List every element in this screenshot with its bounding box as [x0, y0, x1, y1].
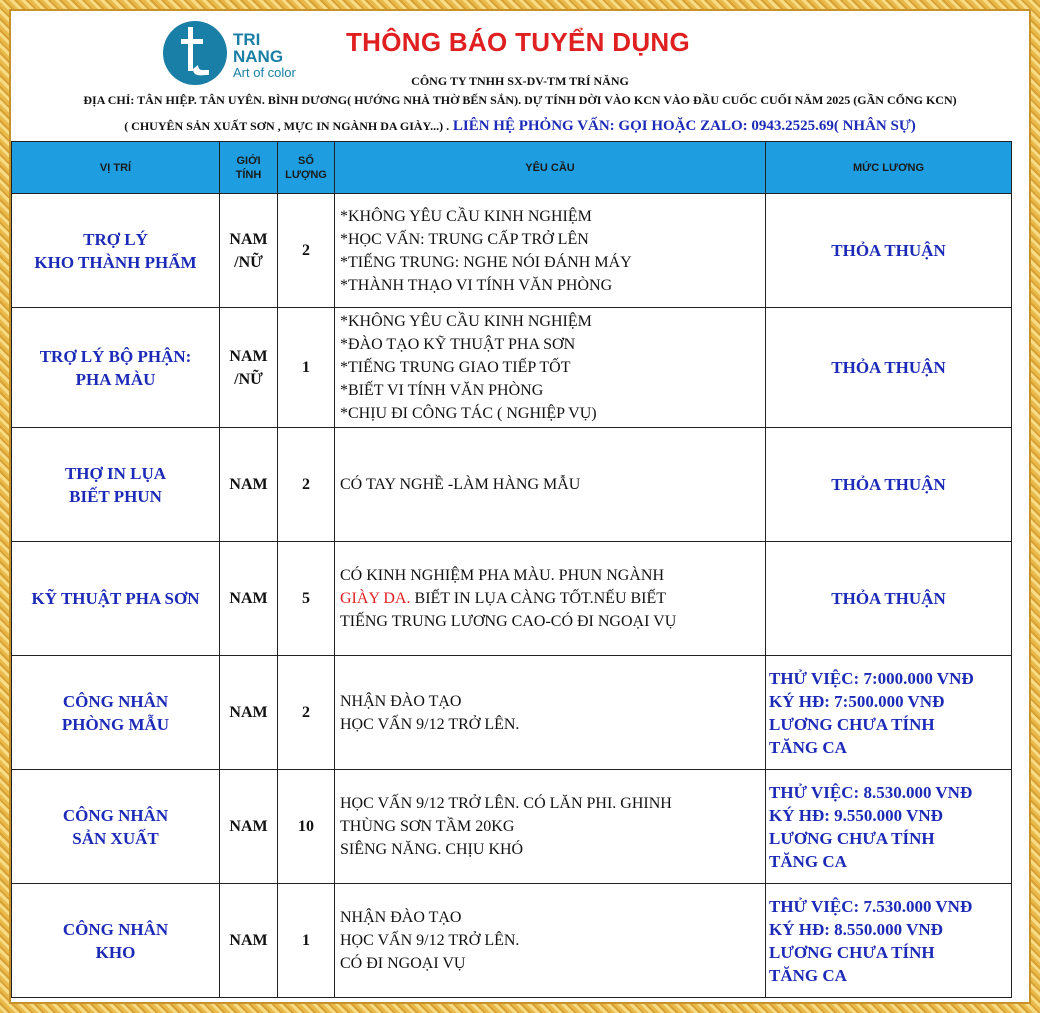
salary-cell: THỎA THUẬN	[766, 542, 1012, 656]
gender-cell: NAM /NỮ	[220, 308, 278, 428]
table-row	[12, 308, 1012, 428]
position-cell: CÔNG NHÂN PHÒNG MẪU	[12, 656, 220, 770]
table-row	[12, 542, 1012, 656]
salary-cell: THỎA THUẬN	[766, 308, 1012, 428]
salary-cell: THỬ VIỆC: 7.530.000 VNĐ KÝ HĐ: 8.550.000 VNĐ LƯƠNG CHƯA TÍNH TĂNG CA	[766, 884, 1012, 998]
position-cell: CÔNG NHÂN KHO	[12, 884, 220, 998]
quantity-cell: 10	[278, 770, 335, 884]
table-row	[12, 656, 1012, 770]
gender-cell: NAM	[220, 542, 278, 656]
gender-cell: NAM	[220, 884, 278, 998]
logo-text-line2: NANG	[233, 47, 284, 66]
table-row	[12, 194, 1012, 308]
table-row	[12, 770, 1012, 884]
logo-t-icon	[179, 25, 213, 81]
header-position: VỊ TRÍ	[12, 142, 220, 194]
table-row	[12, 884, 1012, 998]
contact-line	[11, 117, 1029, 135]
requirements-cell: HỌC VẤN 9/12 TRỞ LÊN. CÓ LĂN PHI. GHINH THÙNG SƠN TẦM 20KG SIÊNG NĂNG. CHỊU KHÓ	[335, 770, 766, 884]
salary-cell: THỎA THUẬN	[766, 428, 1012, 542]
jobs-table	[11, 141, 1012, 998]
quantity-cell: 1	[278, 308, 335, 428]
page-title: THÔNG BÁO TUYỂN DỤNG	[346, 27, 690, 57]
header-quantity: SỐ LƯỢNG	[278, 142, 335, 194]
gender-cell: NAM	[220, 656, 278, 770]
logo-tagline: Art of color	[233, 65, 296, 80]
quantity-cell: 2	[278, 194, 335, 308]
requirements-cell: NHẬN ĐÀO TẠO HỌC VẤN 9/12 TRỞ LÊN. CÓ ĐI NGOẠI VỤ	[335, 884, 766, 998]
salary-cell: THỬ VIỆC: 7:000.000 VNĐ KÝ HĐ: 7:500.000 VNĐ LƯƠNG CHƯA TÍNH TĂNG CA	[766, 656, 1012, 770]
quantity-cell: 5	[278, 542, 335, 656]
requirements-cell: *KHÔNG YÊU CẦU KINH NGHIỆM *HỌC VẤN: TRUNG CẤP TRỞ LÊN *TIẾNG TRUNG: NGHE NÓI ĐÁNH MÁY *THÀNH THẠO VI TÍNH VĂN PHÒNG	[335, 194, 766, 308]
requirements-cell: *KHÔNG YÊU CẦU KINH NGHIỆM *ĐÀO TẠO KỸ THUẬT PHA SƠN *TIẾNG TRUNG GIAO TIẾP TỐT *BIẾT VI TÍNH VĂN PHÒNG *CHỊU ĐI CÔNG TÁC ( NGHIỆP VỤ)	[335, 308, 766, 428]
header-gender: GIỚI TÍNH	[220, 142, 278, 194]
salary-cell: THỬ VIỆC: 8.530.000 VNĐ KÝ HĐ: 9.550.000 VNĐ LƯƠNG CHƯA TÍNH TĂNG CA	[766, 770, 1012, 884]
position-cell: TRỢ LÝ BỘ PHẬN: PHA MÀU	[12, 308, 220, 428]
table-header-row	[12, 142, 1012, 194]
header-requirements: YÊU CẦU	[335, 142, 766, 194]
gender-cell: NAM /NỮ	[220, 194, 278, 308]
company-name: CÔNG TY TNHH SX-DV-TM TRÍ NĂNG	[411, 74, 629, 88]
products-text: ( CHUYÊN SẢN XUẤT SƠN , MỰC IN NGÀNH DA GIÀY...) .	[124, 119, 450, 133]
gender-cell: NAM	[220, 428, 278, 542]
logo-text-line1: TRI	[233, 30, 261, 49]
salary-cell: THỎA THUẬN	[766, 194, 1012, 308]
quantity-cell: 2	[278, 656, 335, 770]
position-cell: THỢ IN LỤA BIẾT PHUN	[12, 428, 220, 542]
contact-phone: LIÊN HỆ PHỎNG VẤN: GỌI HOẶC ZALO: 0943.2525.69( NHÂN SỰ)	[449, 118, 916, 134]
company-address: ĐỊA CHỈ: TÂN HIỆP. TÂN UYÊN. BÌNH DƯƠNG( HƯỚNG NHÀ THỜ BẾN SẮN). DỰ TÍNH DỜI VÀO KCN VÀO ĐẦU CUỐC CUỐI NĂM 2025 (GẦN CỔNG KCN)	[83, 93, 957, 107]
poster-header	[11, 11, 1029, 141]
requirements-cell: CÓ TAY NGHỀ -LÀM HÀNG MẪU	[335, 428, 766, 542]
quantity-cell: 1	[278, 884, 335, 998]
position-cell: TRỢ LÝ KHO THÀNH PHẨM	[12, 194, 220, 308]
gender-cell: NAM	[220, 770, 278, 884]
table-row	[12, 428, 1012, 542]
highlight-text: GIÀY DA.	[340, 590, 411, 607]
header-salary: MỨC LƯƠNG	[766, 142, 1012, 194]
position-cell: KỸ THUẬT PHA SƠN	[12, 542, 220, 656]
poster	[9, 9, 1031, 1004]
requirements-cell: NHẬN ĐÀO TẠO HỌC VẤN 9/12 TRỞ LÊN.	[335, 656, 766, 770]
quantity-cell: 2	[278, 428, 335, 542]
requirements-cell: CÓ KINH NGHIỆM PHA MÀU. PHUN NGÀNH GIÀY DA. BIẾT IN LỤA CÀNG TỐT.NẾU BIẾT TIẾNG TRUNG LƯƠNG CAO-CÓ ĐI NGOẠI VỤ	[335, 542, 766, 656]
position-cell: CÔNG NHÂN SẢN XUẤT	[12, 770, 220, 884]
